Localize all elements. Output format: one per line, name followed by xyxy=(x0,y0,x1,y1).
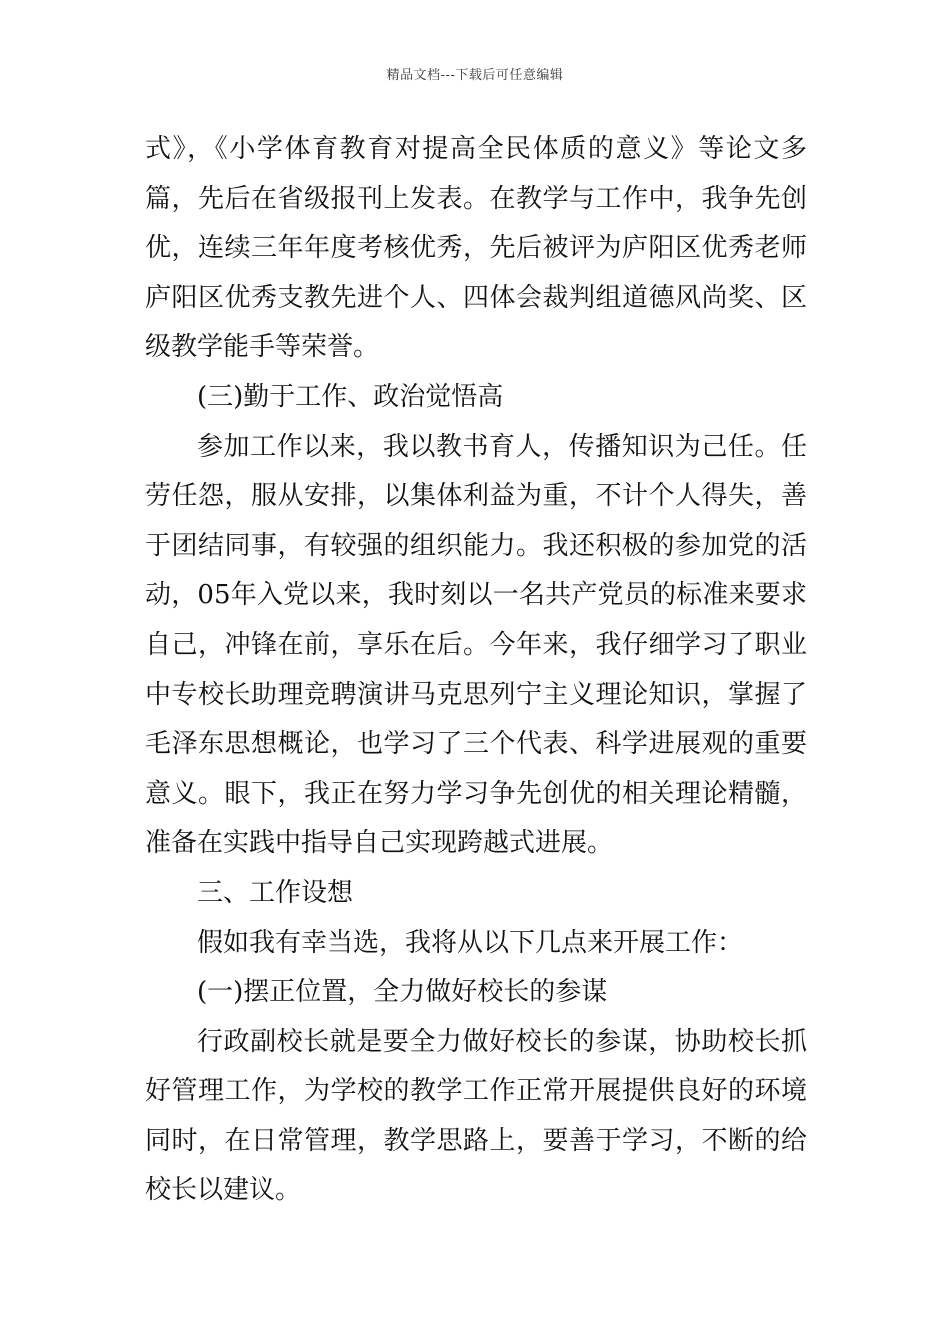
text-line: 行政副校长就是要全力做好校长的参谋，协助校长抓 xyxy=(197,1026,807,1057)
document-body xyxy=(145,125,807,1216)
text-line: 于团结同事，有较强的组织能力。我还积极的参加党的活 xyxy=(145,530,807,561)
text-line: 同时，在日常管理，教学思路上，要善于学习，不断的给 xyxy=(145,1125,807,1156)
text-line: 校长以建议。 xyxy=(145,1175,302,1206)
text-line: 级教学能手等荣誉。 xyxy=(145,332,380,363)
section-heading: (三)勤于工作、政治觉悟高 xyxy=(197,381,504,412)
text-line: 好管理工作，为学校的教学工作正常开展提供良好的环境 xyxy=(145,1076,807,1107)
text-line: 庐阳区优秀支教先进个人、四体会裁判组道德风尚奖、区 xyxy=(145,282,807,313)
text-line: 毛泽东思想概论，也学习了三个代表、科学进展观的重要 xyxy=(145,729,807,760)
text-line: 式》，《小学体育教育对提高全民体质的意义》等论文多 xyxy=(145,134,807,164)
section-heading: 三、工作设想 xyxy=(197,877,354,908)
text-line: 意义。眼下，我正在努力学习争先创优的相关理论精髓， xyxy=(145,778,807,809)
text-line: 假如我有幸当选，我将从以下几点来开展工作： xyxy=(197,927,744,958)
text-line: 优，连续三年年度考核优秀，先后被评为庐阳区优秀老师 xyxy=(145,233,807,264)
text-line: 劳任怨，服从安排，以集体利益为重，不计个人得失，善 xyxy=(145,481,807,512)
page-header: 精品文档---下载后可任意编辑 xyxy=(386,68,564,83)
text-line: 自己，冲锋在前，享乐在后。今年来，我仔细学习了职业 xyxy=(145,629,807,660)
text-line: 篇，先后在省级报刊上发表。在教学与工作中，我争先创 xyxy=(145,183,807,214)
text-line: 中专校长助理竞聘演讲马克思列宁主义理论知识，掌握了 xyxy=(145,679,807,710)
text-line: 准备在实践中指导自己实现跨越式进展。 xyxy=(145,828,614,859)
text-line: 参加工作以来，我以教书育人，传播知识为己任。任 xyxy=(197,431,807,462)
text-line: 动，05年入党以来，我时刻以一名共产党员的标准来要求 xyxy=(145,580,807,611)
section-heading: (一)摆正位置，全力做好校长的参谋 xyxy=(197,977,608,1008)
